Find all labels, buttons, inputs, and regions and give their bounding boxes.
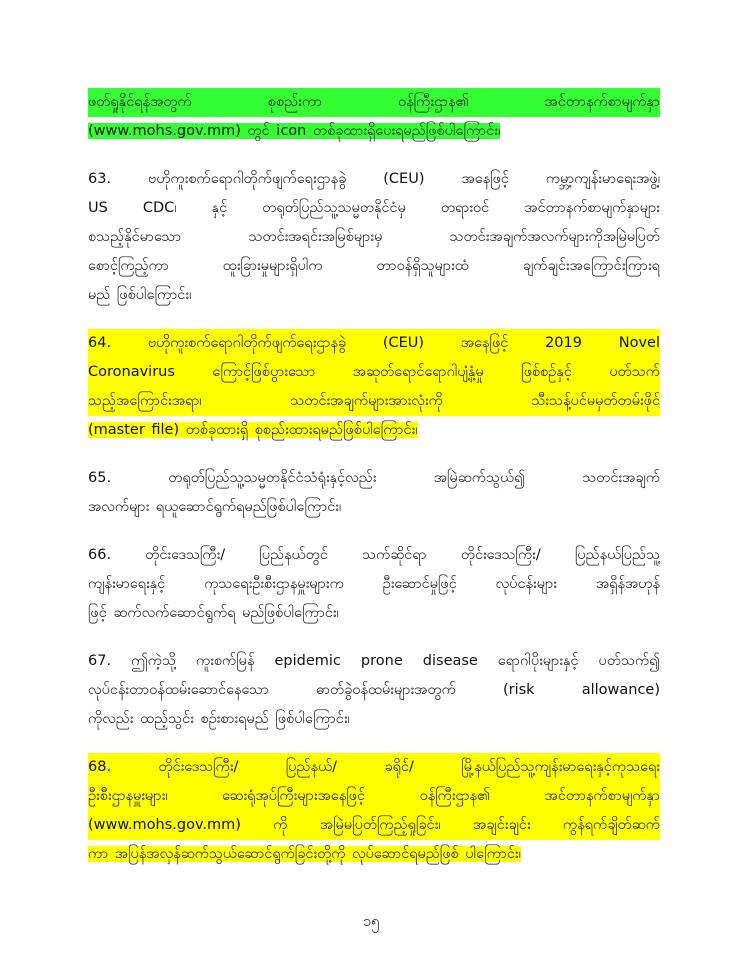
text-line: စောင့်ကြည့်ကာ ထူးခြားမှုများရှိပါက တာဝန်ရှိသူများထံ ချက်ချင်းအကြောင်းကြားရ — [88, 258, 660, 274]
paragraph-63 — [88, 165, 660, 310]
paragraph-65 — [88, 464, 660, 522]
text-line: 68. တိုင်းဒေသကြီး/ ပြည်နယ်/ ခရိုင်/ မြို့နယ်ပြည်သူ့ကျန်းမာရေးနှင့်ကုသရေး — [88, 753, 660, 782]
document-body — [88, 88, 660, 888]
text-line: ဦးစီးဌာနမှူးများ၊ ဆေးရုံအုပ်ကြီးများအနေဖြင့် ဝန်ကြီးဌာန၏ အင်တာနက်စာမျက်နှာ — [88, 782, 660, 811]
text-line: လုပ်ငန်းတာဝန်ထမ်းဆောင်နေသော ဓာတ်ခွဲဝန်ထမ်းများအတွက် (risk allowance) — [88, 682, 660, 698]
text-line: ဖြင့် ဆက်လက်ဆောင်ရွက်ရ မည်ဖြစ်ပါကြောင်း၊ — [88, 605, 339, 621]
text-line: သည့်အကြောင်းအရာ၊ သတင်းအချက်များအားလုံးကို သီးသန့်ပင်မမှတ်တမ်းဖိုင် — [88, 387, 660, 416]
text-line: Coronavirus ကြောင့်ဖြစ်ပွားသော အဆုတ်ရောင်ရောဂါပျံ့နှံ့မှု ဖြစ်စဉ်နှင့် ပတ်သက် — [88, 358, 660, 387]
text-line: 67. ဤကဲ့သို့ ကူးစက်မြန် epidemic prone disease ရောဂါပိုးများနှင့် ပတ်သက်၍ — [88, 653, 660, 669]
page-number: ၁၅ — [362, 912, 380, 930]
text-line: US CDC၊ နှင့် တရုတ်ပြည်သူ့သမ္မတနိုင်ငံမှ တရားဝင် အင်တာနက်စာမျက်နှာများ — [88, 200, 660, 216]
paragraph-67 — [88, 647, 660, 734]
text-line — [88, 840, 660, 869]
text-line: 65. တရုတ်ပြည်သူ့သမ္မတနိုင်ငံသံရုံးနှင့်လည်း အမြဲဆက်သွယ်၍ သတင်းအချက် — [88, 470, 660, 486]
text-line — [88, 416, 660, 445]
paragraph-64 — [88, 329, 660, 445]
text-line-content: (www.mohs.gov.mm) တွင် icon တစ်ခုထားရှိပေးရမည်ဖြစ်ပါကြောင်း၊ — [88, 123, 501, 139]
text-line — [88, 117, 660, 146]
paragraph-68 — [88, 753, 660, 869]
text-line: စသည့်နိုင်မာသော သတင်းအရင်းအမြစ်များမှ သတင်းအချက်အလက်များကိုအမြဲမပြတ် — [88, 229, 660, 245]
text-line: ကျန်းမာရေးနှင့် ကုသရေးဦးစီးဌာနမှူးများက ဦးဆောင်မှုဖြင့် လုပ်ငန်းများ အရှိန်အဟုန် — [88, 576, 660, 592]
text-line: မည် ဖြစ်ပါကြောင်း၊ — [88, 287, 192, 303]
text-line: (www.mohs.gov.mm) ကို အမြဲမပြတ်ကြည့်ရှုခြင်း၊ အချင်းချင်း ကွန်ရက်ချိတ်ဆက် — [88, 811, 660, 840]
text-line: 64. ဗဟိုကူးစက်ရောဂါတိုက်ဖျက်ရေးဌာနခွဲ (CEU) အနေဖြင့် 2019 Novel — [88, 329, 660, 358]
text-line: ကိုလည်း ထည့်သွင်း စဉ်းစားရမည် ဖြစ်ပါကြောင်း၊ — [88, 711, 350, 727]
text-line: 63. ဗဟိုကူးစက်ရောဂါတိုက်ဖျက်ရေးဌာနခွဲ (CEU) အနေဖြင့် ကမ္ဘာ့ကျန်းမာရေးအဖွဲ့၊ — [88, 171, 660, 187]
text-line-content: (master file) တစ်ခုထားရှိ စုစည်းထားရမည်ဖြစ်ပါကြောင်း၊ — [88, 422, 418, 438]
paragraph-intro — [88, 88, 660, 146]
text-line: 66. တိုင်းဒေသကြီး/ ပြည်နယ်တွင် သက်ဆိုင်ရာ တိုင်းဒေသကြီး/ ပြည်နယ်ပြည်သူ့ — [88, 547, 660, 563]
paragraph-66 — [88, 541, 660, 628]
text-line: အလက်များ ရယူဆောင်ရွက်ရမည်ဖြစ်ပါကြောင်း၊ — [88, 499, 342, 515]
text-line: ဖတ်ရှုနိုင်ရန်အတွက် စုစည်းကာ ဝန်ကြီးဌာန၏ အင်တာနက်စာမျက်နှာ — [88, 88, 660, 117]
text-line-content: ကာ အပြန်အလှန်ဆက်သွယ်ဆောင်ရွက်ခြင်းတို့ကို လုပ်ဆောင်ရမည်ဖြစ် ပါကြောင်း၊ — [88, 846, 521, 862]
